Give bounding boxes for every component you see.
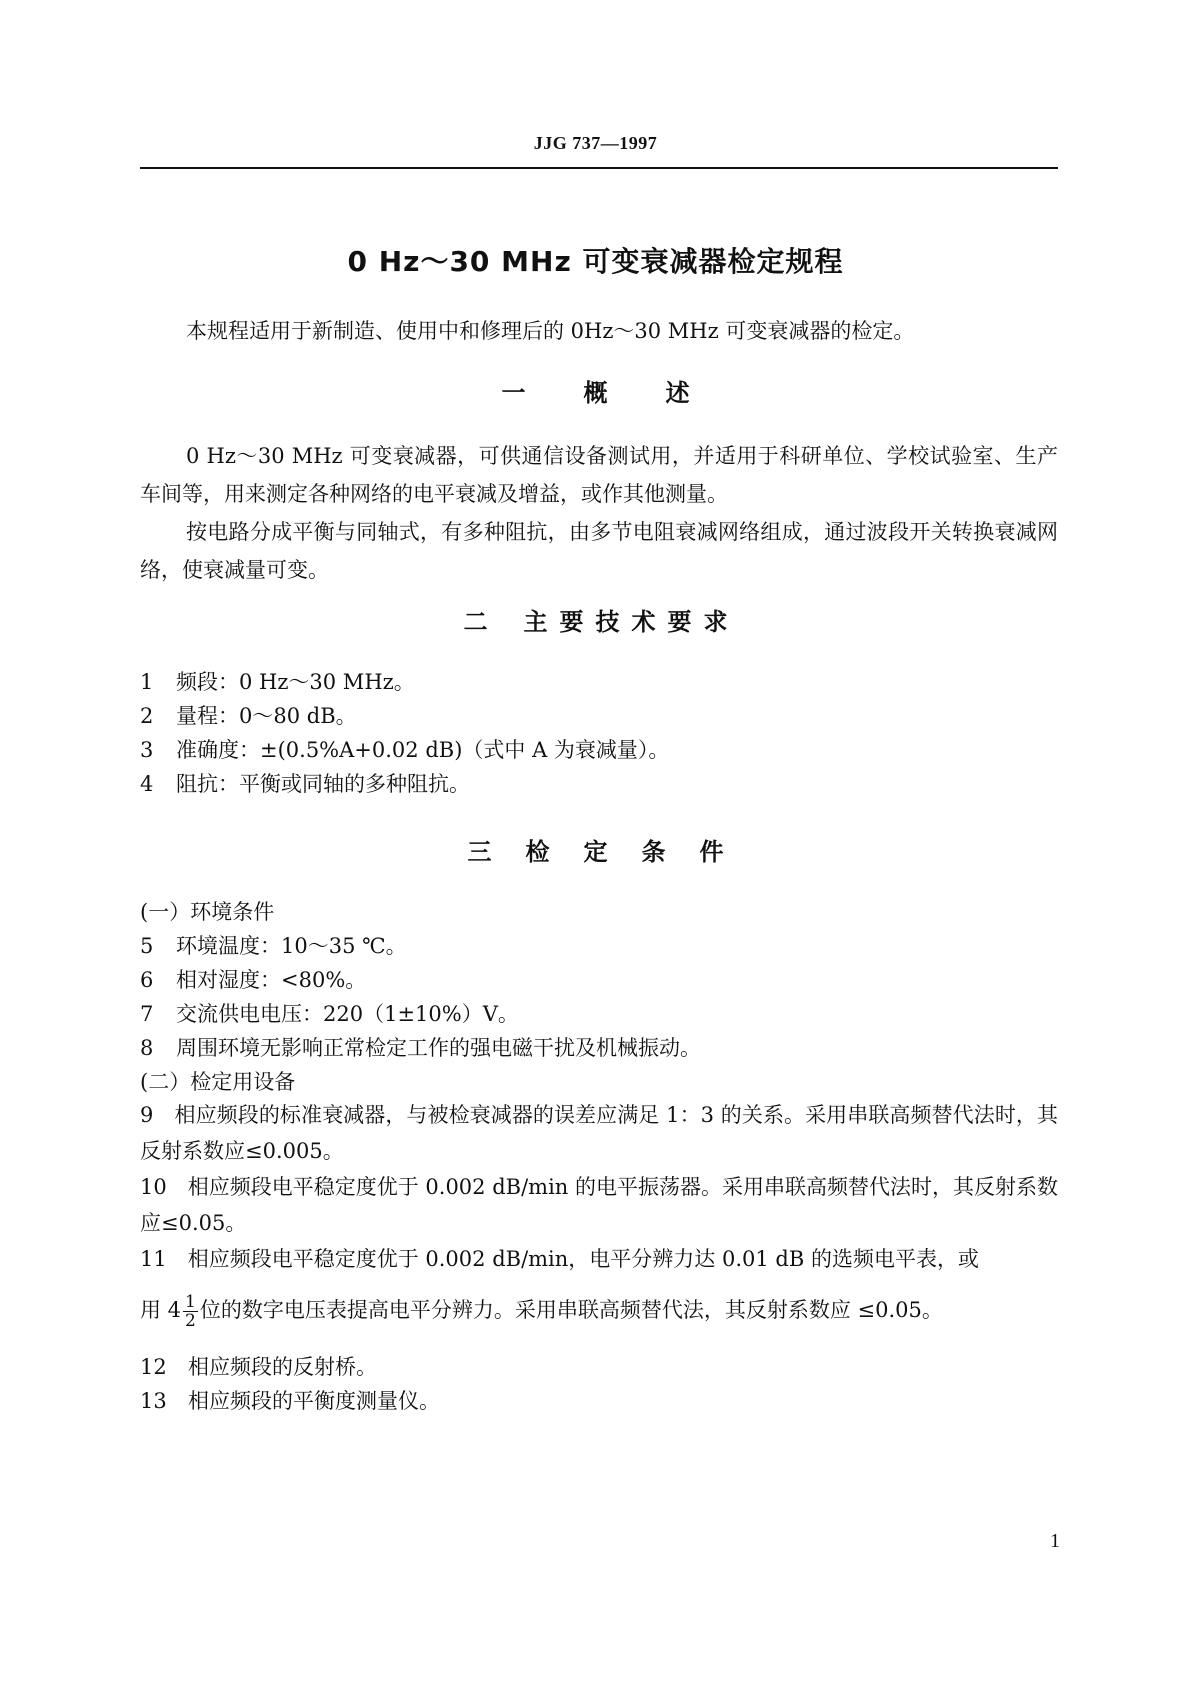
list-item [140,665,1058,699]
item-number: 4 [140,772,154,796]
list-item [140,1350,1058,1384]
item-number: 12 [140,1355,167,1379]
item-text: 环境温度：10～35 ℃。 [176,934,407,958]
heading-char: 术 [631,608,656,636]
item-text: 交流供电电压：220（1±10%）V。 [176,1002,519,1026]
fraction-denominator: 2 [185,1311,196,1331]
item-number: 3 [140,738,154,762]
document-code-header: JJG 737—1997 [533,133,658,153]
list-item [140,733,1058,767]
heading-char: 要 [559,608,584,636]
item-number: 1 [140,670,154,694]
item-number: 8 [140,1036,154,1060]
item-number: 13 [140,1389,167,1413]
item-number: 7 [140,1002,154,1026]
item-text: 相对湿度：<80%。 [176,968,367,992]
list-item [140,929,1058,963]
item-number: 2 [140,704,154,728]
header-rule [140,167,1058,169]
item-text: 相应频段的反射桥。 [188,1355,377,1379]
half-fraction [183,1293,198,1330]
item-text: 阻抗：平衡或同轴的多种阻抗。 [176,772,470,796]
item-number: 5 [140,934,154,958]
list-item [140,767,1058,801]
intro-paragraph: 本规程适用于新制造、使用中和修理后的 0Hz～30 MHz 可变衰减器的检定。 [186,319,915,343]
section-heading-conditions [0,832,1191,867]
heading-char: 件 [699,838,724,866]
document-title: 0 Hz～30 MHz 可变衰减器检定规程 [347,245,844,278]
item-10-paragraph: 10 相应频段电平稳定度优于 0.002 dB/min 的电平振荡器。采用串联高频替代法时，其反射系数应≤0.05。 [140,1175,1058,1235]
heading-char: 定 [583,838,608,866]
heading-char: 述 [665,379,690,407]
heading-char: 二 [463,608,488,636]
item-11-prefix: 用 4 [140,1298,182,1322]
heading-char: 三 [467,838,492,866]
item-text: 周围环境无影响正常检定工作的强电磁干扰及机械振动。 [176,1036,701,1060]
heading-char: 求 [703,608,728,636]
item-number: 6 [140,968,154,992]
list-item [140,963,1058,997]
section-heading-overview [0,373,1191,408]
item-11-suffix: 位的数字电压表提高电平分辨力。采用串联高频替代法，其反射系数应 ≤0.05。 [199,1298,943,1322]
item-11-line-2 [140,1290,1058,1330]
item-11-line-1: 11 相应频段电平稳定度优于 0.002 dB/min，电平分辨力达 0.01 dB 的选频电平表，或 [140,1247,979,1271]
item-text: 相应频段的平衡度测量仪。 [188,1389,440,1413]
overview-paragraph-1: 0 Hz～30 MHz 可变衰减器，可供通信设备测试用，并适用于科研单位、学校试验室、生产车间等，用来测定各种网络的电平衰减及增益，或作其他测量。 [140,444,1058,506]
subsection-environment: (一）环境条件 [140,900,275,924]
item-text: 量程：0～80 dB。 [176,704,357,728]
fraction-numerator: 1 [185,1292,196,1312]
section-heading-requirements [0,602,1191,637]
item-text: 频段：0 Hz～30 MHz。 [176,670,415,694]
heading-char: 一 [501,379,526,407]
item-text: 准确度：±(0.5%A+0.02 dB)（式中 A 为衰减量）。 [176,738,670,762]
heading-char: 检 [525,838,550,866]
heading-char: 概 [583,379,608,407]
overview-paragraph-2: 按电路分成平衡与同轴式，有多种阻抗，由多节电阻衰减网络组成，通过波段开关转换衰减网络，使衰减量可变。 [140,520,1058,582]
list-item [140,699,1058,733]
heading-char: 要 [667,608,692,636]
subsection-equipment: (二）检定用设备 [140,1070,296,1094]
list-item [140,1031,1058,1065]
heading-char: 技 [595,608,620,636]
heading-char: 主 [523,608,548,636]
item-9-paragraph: 9 相应频段的标准衰减器，与被检衰减器的误差应满足 1：3 的关系。采用串联高频替代法时，其反射系数应≤0.005。 [140,1103,1058,1163]
list-item [140,997,1058,1031]
list-item [140,1384,1058,1418]
page-number: 1 [1050,1530,1060,1552]
heading-char: 条 [641,838,666,866]
